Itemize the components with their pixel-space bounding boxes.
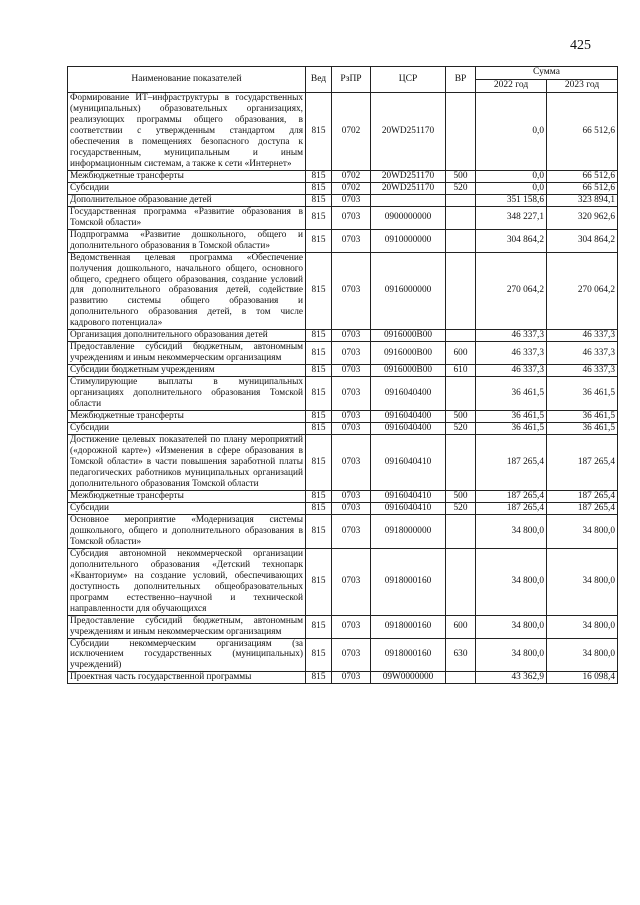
cell-ved: 815 xyxy=(306,490,332,502)
cell-rzpr: 0703 xyxy=(332,365,371,377)
cell-name: Проектная часть государственной программы xyxy=(68,672,306,684)
cell-vr xyxy=(446,514,476,548)
cell-vr xyxy=(446,206,476,229)
cell-name: Ведомственная целевая программа «Обеспечение получения дошкольного, начального общего, основного общего, среднего общего образования, создание условий для дополнительного образования детей, содействие развитию системы общего образования и дополнительного образования детей, в том числе кадрового потенциала» xyxy=(68,252,306,330)
page-number: 425 xyxy=(570,38,591,53)
cell-name: Субсидии xyxy=(68,502,306,514)
header-year-2022: 2022 год xyxy=(476,80,547,93)
cell-sum-2023: 187 265,4 xyxy=(547,490,618,502)
cell-vr: 500 xyxy=(446,490,476,502)
cell-rzpr: 0703 xyxy=(332,342,371,365)
cell-csr: 09W0000000 xyxy=(371,672,446,684)
cell-csr: 0918000000 xyxy=(371,514,446,548)
cell-sum-2022: 187 265,4 xyxy=(476,502,547,514)
cell-csr: 0916040410 xyxy=(371,435,446,491)
cell-sum-2023: 66 512,6 xyxy=(547,93,618,171)
cell-vr xyxy=(446,435,476,491)
cell-sum-2022: 270 064,2 xyxy=(476,252,547,330)
cell-sum-2022: 0,0 xyxy=(476,182,547,194)
cell-sum-2023: 46 337,3 xyxy=(547,365,618,377)
cell-sum-2023: 46 337,3 xyxy=(547,342,618,365)
cell-sum-2023: 187 265,4 xyxy=(547,502,618,514)
cell-sum-2023: 187 265,4 xyxy=(547,435,618,491)
cell-sum-2022: 351 158,6 xyxy=(476,194,547,206)
cell-ved: 815 xyxy=(306,502,332,514)
cell-csr: 0916000В00 xyxy=(371,330,446,342)
cell-sum-2022: 34 800,0 xyxy=(476,638,547,672)
cell-vr: 500 xyxy=(446,170,476,182)
cell-csr: 0918000160 xyxy=(371,615,446,638)
table-header xyxy=(68,67,618,93)
cell-vr: 520 xyxy=(446,502,476,514)
table-row xyxy=(68,194,618,206)
table-row xyxy=(68,435,618,491)
header-name: Наименование показателей xyxy=(68,67,306,93)
header-sum: Сумма xyxy=(476,67,618,80)
table-row xyxy=(68,514,618,548)
cell-sum-2022: 46 337,3 xyxy=(476,342,547,365)
cell-sum-2022: 43 362,9 xyxy=(476,672,547,684)
cell-sum-2023: 323 894,1 xyxy=(547,194,618,206)
cell-sum-2023: 46 337,3 xyxy=(547,330,618,342)
cell-csr: 0918000160 xyxy=(371,548,446,615)
cell-rzpr: 0703 xyxy=(332,252,371,330)
cell-ved: 815 xyxy=(306,435,332,491)
cell-csr: 0916000В00 xyxy=(371,365,446,377)
cell-csr: 0916000000 xyxy=(371,252,446,330)
cell-vr xyxy=(446,252,476,330)
cell-sum-2023: 36 461,5 xyxy=(547,423,618,435)
cell-ved: 815 xyxy=(306,342,332,365)
table-row xyxy=(68,548,618,615)
cell-name: Подпрограмма «Развитие дошкольного, общего и дополнительного образования в Томской области» xyxy=(68,229,306,252)
cell-csr: 20WD251170 xyxy=(371,93,446,171)
cell-sum-2022: 36 461,5 xyxy=(476,411,547,423)
cell-csr: 0916000В00 xyxy=(371,342,446,365)
cell-name: Межбюджетные трансферты xyxy=(68,490,306,502)
cell-sum-2022: 34 800,0 xyxy=(476,548,547,615)
cell-ved: 815 xyxy=(306,252,332,330)
cell-rzpr: 0703 xyxy=(332,502,371,514)
cell-csr: 0916040400 xyxy=(371,423,446,435)
cell-csr: 0918000160 xyxy=(371,638,446,672)
cell-rzpr: 0703 xyxy=(332,411,371,423)
table-row xyxy=(68,93,618,171)
cell-sum-2022: 46 337,3 xyxy=(476,365,547,377)
table-row xyxy=(68,206,618,229)
header-ved: Вед xyxy=(306,67,332,93)
cell-ved: 815 xyxy=(306,638,332,672)
cell-csr xyxy=(371,194,446,206)
header-csr: ЦСР xyxy=(371,67,446,93)
cell-ved: 815 xyxy=(306,377,332,411)
table-row xyxy=(68,423,618,435)
cell-sum-2022: 36 461,5 xyxy=(476,377,547,411)
cell-rzpr: 0703 xyxy=(332,615,371,638)
cell-name: Субсидии xyxy=(68,423,306,435)
cell-name: Субсидии xyxy=(68,182,306,194)
cell-rzpr: 0703 xyxy=(332,206,371,229)
cell-name: Межбюджетные трансферты xyxy=(68,411,306,423)
cell-name: Организация дополнительного образования детей xyxy=(68,330,306,342)
cell-vr: 600 xyxy=(446,615,476,638)
cell-sum-2023: 36 461,5 xyxy=(547,411,618,423)
cell-rzpr: 0703 xyxy=(332,490,371,502)
cell-sum-2022: 187 265,4 xyxy=(476,435,547,491)
cell-rzpr: 0703 xyxy=(332,194,371,206)
table-row xyxy=(68,638,618,672)
cell-name: Субсидия автономной некоммерческой организации дополнительного образования «Детский технопарк «Кванториум» на создание условий, обеспечивающих доступность дополнительных общеобразовательных программ естественно–научной и технической направленности для обучающихся xyxy=(68,548,306,615)
cell-ved: 815 xyxy=(306,330,332,342)
table-row xyxy=(68,411,618,423)
table-row xyxy=(68,330,618,342)
cell-sum-2022: 34 800,0 xyxy=(476,615,547,638)
cell-ved: 815 xyxy=(306,672,332,684)
cell-name: Формирование ИТ–инфраструктуры в государственных (муниципальных) образовательных организациях, реализующих программы общего образования, в соответствии с утвержденным стандартом для обеспечения в помещениях безопасного доступа к государственным, муниципальным и иным информационным системам, а также к сети «Интернет» xyxy=(68,93,306,171)
cell-name: Субсидии бюджетным учреждениям xyxy=(68,365,306,377)
table-row xyxy=(68,252,618,330)
cell-rzpr: 0703 xyxy=(332,672,371,684)
cell-vr xyxy=(446,93,476,171)
cell-sum-2023: 34 800,0 xyxy=(547,615,618,638)
cell-sum-2023: 34 800,0 xyxy=(547,638,618,672)
cell-vr: 610 xyxy=(446,365,476,377)
cell-csr: 20WD251170 xyxy=(371,182,446,194)
budget-table xyxy=(67,66,618,684)
cell-sum-2023: 270 064,2 xyxy=(547,252,618,330)
cell-sum-2023: 320 962,6 xyxy=(547,206,618,229)
table-body xyxy=(68,93,618,684)
cell-rzpr: 0703 xyxy=(332,548,371,615)
cell-csr: 20WD251170 xyxy=(371,170,446,182)
table-row xyxy=(68,672,618,684)
cell-vr: 520 xyxy=(446,182,476,194)
cell-csr: 0916040410 xyxy=(371,490,446,502)
cell-vr: 500 xyxy=(446,411,476,423)
cell-sum-2023: 66 512,6 xyxy=(547,170,618,182)
cell-vr xyxy=(446,229,476,252)
cell-rzpr: 0703 xyxy=(332,638,371,672)
table-row xyxy=(68,502,618,514)
table-row xyxy=(68,490,618,502)
cell-csr: 0900000000 xyxy=(371,206,446,229)
cell-ved: 815 xyxy=(306,365,332,377)
cell-rzpr: 0703 xyxy=(332,330,371,342)
table-row xyxy=(68,182,618,194)
cell-rzpr: 0703 xyxy=(332,435,371,491)
cell-sum-2023: 34 800,0 xyxy=(547,514,618,548)
cell-ved: 815 xyxy=(306,548,332,615)
cell-sum-2022: 36 461,5 xyxy=(476,423,547,435)
header-year-2023: 2023 год xyxy=(547,80,618,93)
cell-ved: 815 xyxy=(306,194,332,206)
cell-sum-2022: 304 864,2 xyxy=(476,229,547,252)
cell-csr: 0910000000 xyxy=(371,229,446,252)
cell-ved: 815 xyxy=(306,170,332,182)
cell-sum-2023: 304 864,2 xyxy=(547,229,618,252)
cell-vr: 600 xyxy=(446,342,476,365)
table-row xyxy=(68,365,618,377)
cell-sum-2022: 34 800,0 xyxy=(476,514,547,548)
cell-ved: 815 xyxy=(306,182,332,194)
cell-sum-2022: 0,0 xyxy=(476,170,547,182)
cell-vr xyxy=(446,672,476,684)
cell-vr xyxy=(446,194,476,206)
cell-sum-2022: 187 265,4 xyxy=(476,490,547,502)
cell-csr: 0916040410 xyxy=(371,502,446,514)
cell-ved: 815 xyxy=(306,514,332,548)
cell-rzpr: 0703 xyxy=(332,423,371,435)
cell-vr: 520 xyxy=(446,423,476,435)
cell-name: Стимулирующие выплаты в муниципальных организациях дополнительного образования Томской области xyxy=(68,377,306,411)
cell-name: Межбюджетные трансферты xyxy=(68,170,306,182)
cell-vr: 630 xyxy=(446,638,476,672)
header-vr: ВР xyxy=(446,67,476,93)
cell-ved: 815 xyxy=(306,93,332,171)
cell-sum-2022: 348 227,1 xyxy=(476,206,547,229)
cell-rzpr: 0702 xyxy=(332,170,371,182)
cell-rzpr: 0703 xyxy=(332,514,371,548)
header-rzpr: РзПР xyxy=(332,67,371,93)
cell-rzpr: 0703 xyxy=(332,229,371,252)
cell-name: Основное мероприятие «Модернизация системы дошкольного, общего и дополнительного образования в Томской области» xyxy=(68,514,306,548)
cell-vr xyxy=(446,330,476,342)
cell-name: Предоставление субсидий бюджетным, автономным учреждениям и иным некоммерческим организациям xyxy=(68,615,306,638)
table-row xyxy=(68,377,618,411)
cell-name: Предоставление субсидий бюджетным, автономным учреждениям и иным некоммерческим организациям xyxy=(68,342,306,365)
table-row xyxy=(68,615,618,638)
cell-rzpr: 0703 xyxy=(332,377,371,411)
cell-ved: 815 xyxy=(306,411,332,423)
cell-rzpr: 0702 xyxy=(332,182,371,194)
table-row xyxy=(68,170,618,182)
table-row xyxy=(68,342,618,365)
cell-sum-2023: 34 800,0 xyxy=(547,548,618,615)
cell-name: Достижение целевых показателей по плану мероприятий («дорожной карте») «Изменения в сфере образования в Томской области» в части повышения заработной платы педагогических работников муниципальных организаций дополнительного образования Томской области xyxy=(68,435,306,491)
cell-name: Дополнительное образование детей xyxy=(68,194,306,206)
cell-sum-2023: 36 461,5 xyxy=(547,377,618,411)
cell-ved: 815 xyxy=(306,615,332,638)
table-row xyxy=(68,229,618,252)
cell-sum-2023: 16 098,4 xyxy=(547,672,618,684)
cell-name: Субсидии некоммерческим организациям (за исключением государственных (муниципальных) учреждений) xyxy=(68,638,306,672)
cell-csr: 0916040400 xyxy=(371,411,446,423)
cell-name: Государственная программа «Развитие образования в Томской области» xyxy=(68,206,306,229)
cell-csr: 0916040400 xyxy=(371,377,446,411)
cell-ved: 815 xyxy=(306,206,332,229)
cell-vr xyxy=(446,377,476,411)
cell-sum-2023: 66 512,6 xyxy=(547,182,618,194)
cell-rzpr: 0702 xyxy=(332,93,371,171)
cell-sum-2022: 0,0 xyxy=(476,93,547,171)
cell-ved: 815 xyxy=(306,423,332,435)
cell-ved: 815 xyxy=(306,229,332,252)
cell-vr xyxy=(446,548,476,615)
cell-sum-2022: 46 337,3 xyxy=(476,330,547,342)
